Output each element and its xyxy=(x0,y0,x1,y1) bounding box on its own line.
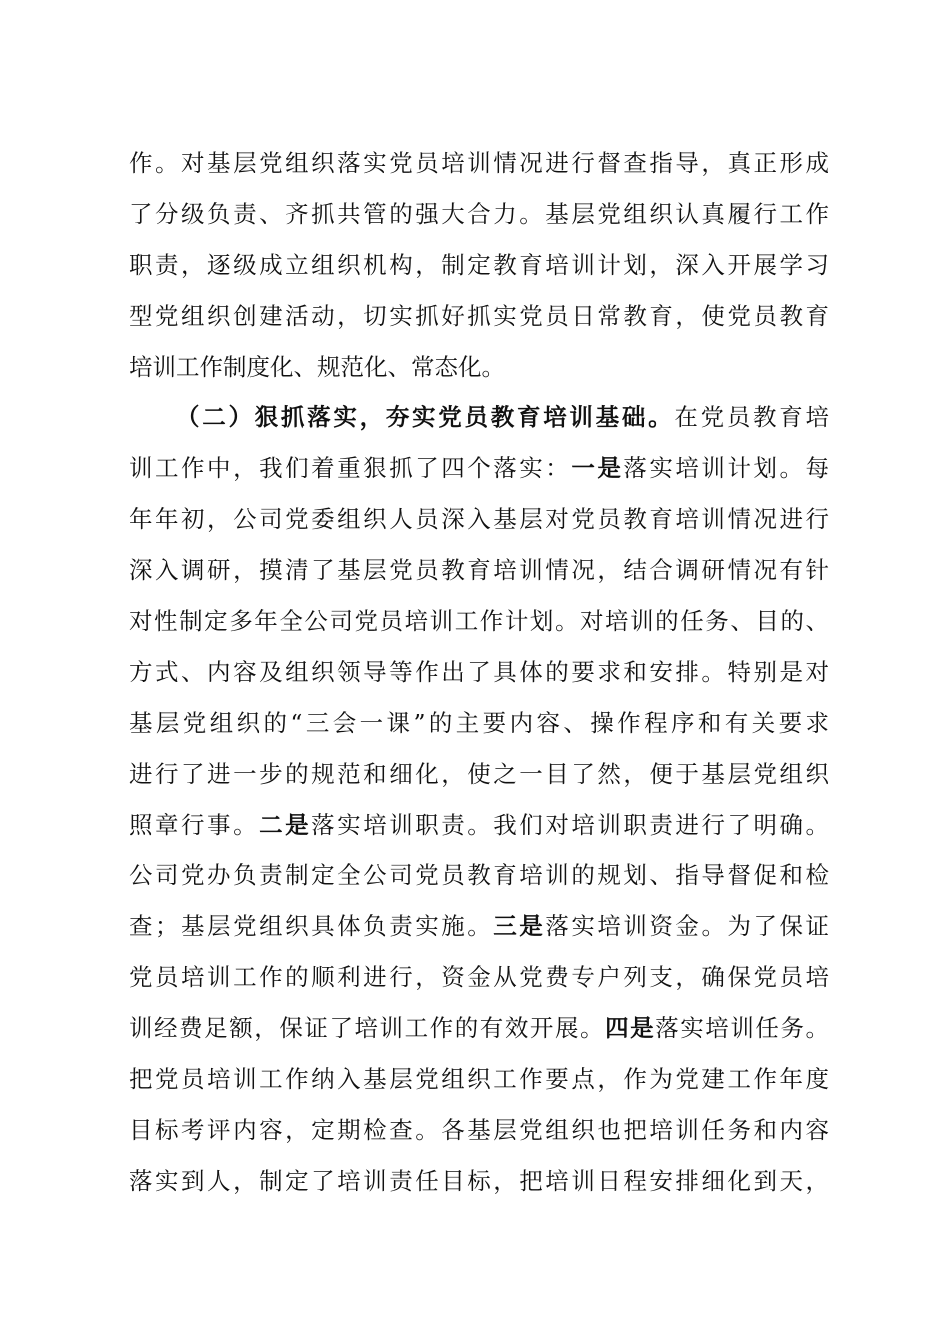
text-span: 落实培训职责。我们对培训职责进行了明确。 xyxy=(311,810,830,839)
text-span: 落实培训计划。每 xyxy=(623,454,830,483)
text-line xyxy=(129,1003,829,1054)
text-line: 进行了进一步的规范和细化，使之一目了然，便于基层党组织 xyxy=(129,759,829,788)
text-line: 培训工作制度化、规范化、常态化。 xyxy=(129,352,505,381)
text-span: 在党员教育培 xyxy=(674,403,830,432)
text-line: 方式、内容及组织领导等作出了具体的要求和安排。特别是对 xyxy=(129,657,829,686)
text-line: 深入调研，摸清了基层党员教育培训情况，结合调研情况有针 xyxy=(129,556,829,585)
text-line: 对性制定多年全公司党员培训工作计划。对培训的任务、目的、 xyxy=(129,607,829,636)
text-span: 落实培训任务。 xyxy=(655,1014,830,1043)
text-span: 查；基层党组织具体负责实施。 xyxy=(129,912,494,941)
list-marker: 二是 xyxy=(259,810,312,839)
text-line xyxy=(129,901,829,952)
text-line xyxy=(129,443,829,494)
text-line: 基层党组织的“三会一课”的主要内容、操作程序和有关要求 xyxy=(129,708,829,737)
text-span: 照章行事。 xyxy=(129,810,260,839)
text-line: 公司党办负责制定全公司党员教育培训的规划、指导督促和检 xyxy=(129,861,829,890)
section-heading-line xyxy=(129,392,829,443)
list-marker: 三是 xyxy=(493,912,546,941)
text-line: 党员培训工作的顺利进行，资金从党费专户列支，确保党员培 xyxy=(129,963,829,992)
text-span: 训工作中，我们着重狠抓了四个落实： xyxy=(129,454,572,483)
text-line: 年年初，公司党委组织人员深入基层对党员教育培训情况进行 xyxy=(129,505,829,534)
list-marker: 一是 xyxy=(571,454,624,483)
text-line: 把党员培训工作纳入基层党组织工作要点，作为党建工作年度 xyxy=(129,1065,829,1094)
text-line: 落实到人，制定了培训责任目标，把培训日程安排细化到天， xyxy=(129,1166,829,1195)
text-line: 职责，逐级成立组织机构，制定教育培训计划，深入开展学习 xyxy=(129,250,829,279)
text-line: 型党组织创建活动，切实抓好抓实党员日常教育，使党员教育 xyxy=(129,301,829,330)
list-marker: 四是 xyxy=(605,1014,656,1043)
text-line xyxy=(129,800,829,851)
body-text xyxy=(129,138,829,1207)
text-span: 训经费足额，保证了培训工作的有效开展。 xyxy=(129,1014,606,1043)
text-line: 了分级负责、齐抓共管的强大合力。基层党组织认真履行工作 xyxy=(129,199,829,228)
section-heading: （二）狠抓落实，夯实党员教育培训基础。 xyxy=(176,403,675,432)
text-line: 作。对基层党组织落实党员培训情况进行督查指导，真正形成 xyxy=(129,149,829,177)
text-span: 落实培训资金。为了保证 xyxy=(545,912,830,941)
text-line: 目标考评内容，定期检查。各基层党组织也把培训任务和内容 xyxy=(129,1115,829,1144)
